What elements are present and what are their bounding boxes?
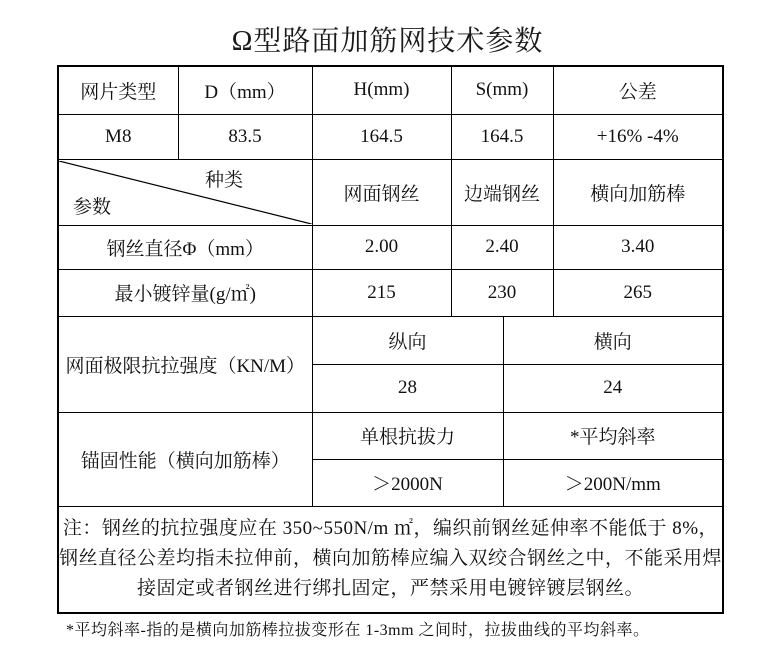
tensile-transverse-header: 横向 [503, 316, 723, 364]
kind-cross-bar: 横向加筋棒 [553, 159, 723, 225]
m8-type-value: M8 [58, 114, 178, 159]
wire-diameter-label: 钢丝直径Φ（mm） [58, 225, 312, 269]
diagonal-header-cell [58, 159, 312, 225]
header-d-mm: D（mm） [178, 66, 312, 114]
anchoring-slope-value: ＞200N/mm [503, 459, 723, 506]
table-row-m8 [58, 114, 723, 159]
kind-edge-wire: 边端钢丝 [451, 159, 553, 225]
zinc-coating-cross-bar: 265 [553, 269, 723, 316]
header-h-mm: H(mm) [312, 66, 451, 114]
table-row-anchoring-header [58, 412, 723, 459]
anchoring-label: 锚固性能（横向加筋棒） [58, 412, 312, 506]
tensile-longitudinal-value: 28 [312, 364, 503, 412]
header-s-mm: S(mm) [451, 66, 553, 114]
zinc-coating-mesh-wire: 215 [312, 269, 451, 316]
zinc-coating-edge-wire: 230 [451, 269, 553, 316]
table-row-zinc-coating [58, 269, 723, 316]
m8-d-value: 83.5 [178, 114, 312, 159]
table-row-tensile-header [58, 316, 723, 364]
footnote-text: *平均斜率-指的是横向加筋棒拉拔变形在 1-3mm 之间时，拉拔曲线的平均斜率。 [66, 622, 650, 639]
diagonal-kind-label: 种类 [205, 169, 244, 191]
header-tolerance: 公差 [553, 66, 723, 114]
header-mesh-type: 网片类型 [58, 66, 178, 114]
tensile-strength-label: 网面极限抗拉强度（KN/M） [58, 316, 312, 412]
tensile-transverse-value: 24 [503, 364, 723, 412]
wire-diameter-edge-wire: 2.40 [451, 225, 553, 269]
anchoring-slope-header: *平均斜率 [503, 412, 723, 459]
table-row-kind [58, 159, 723, 225]
wire-diameter-cross-bar: 3.40 [553, 225, 723, 269]
kind-mesh-wire: 网面钢丝 [312, 159, 451, 225]
diagonal-param-label: 参数 [73, 196, 112, 218]
m8-h-value: 164.5 [312, 114, 451, 159]
note-text: 注：钢丝的抗拉强度应在 350~550N/m ㎡，编织前钢丝延伸率不能低于 8%，钢丝直径公差均指未拉伸前，横向加筋棒应编入双绞合钢丝之中，不能采用焊接固定或者钢丝进行绑扎固定，严禁采用电镀锌镀层钢丝。 [58, 506, 723, 613]
page-title: Ω型路面加筋网技术参数 [231, 26, 544, 57]
table-row-note [58, 506, 723, 613]
anchoring-pullout-header: 单根抗拔力 [312, 412, 503, 459]
wire-diameter-mesh-wire: 2.00 [312, 225, 451, 269]
zinc-coating-label: 最小镀锌量(g/㎡) [58, 269, 312, 316]
m8-tolerance-value: +16% -4% [553, 114, 723, 159]
table-row-wire-diameter [58, 225, 723, 269]
tensile-longitudinal-header: 纵向 [312, 316, 503, 364]
anchoring-pullout-value: ＞2000N [312, 459, 503, 506]
m8-s-value: 164.5 [451, 114, 553, 159]
spec-table [57, 65, 724, 614]
table-row-header [58, 66, 723, 114]
